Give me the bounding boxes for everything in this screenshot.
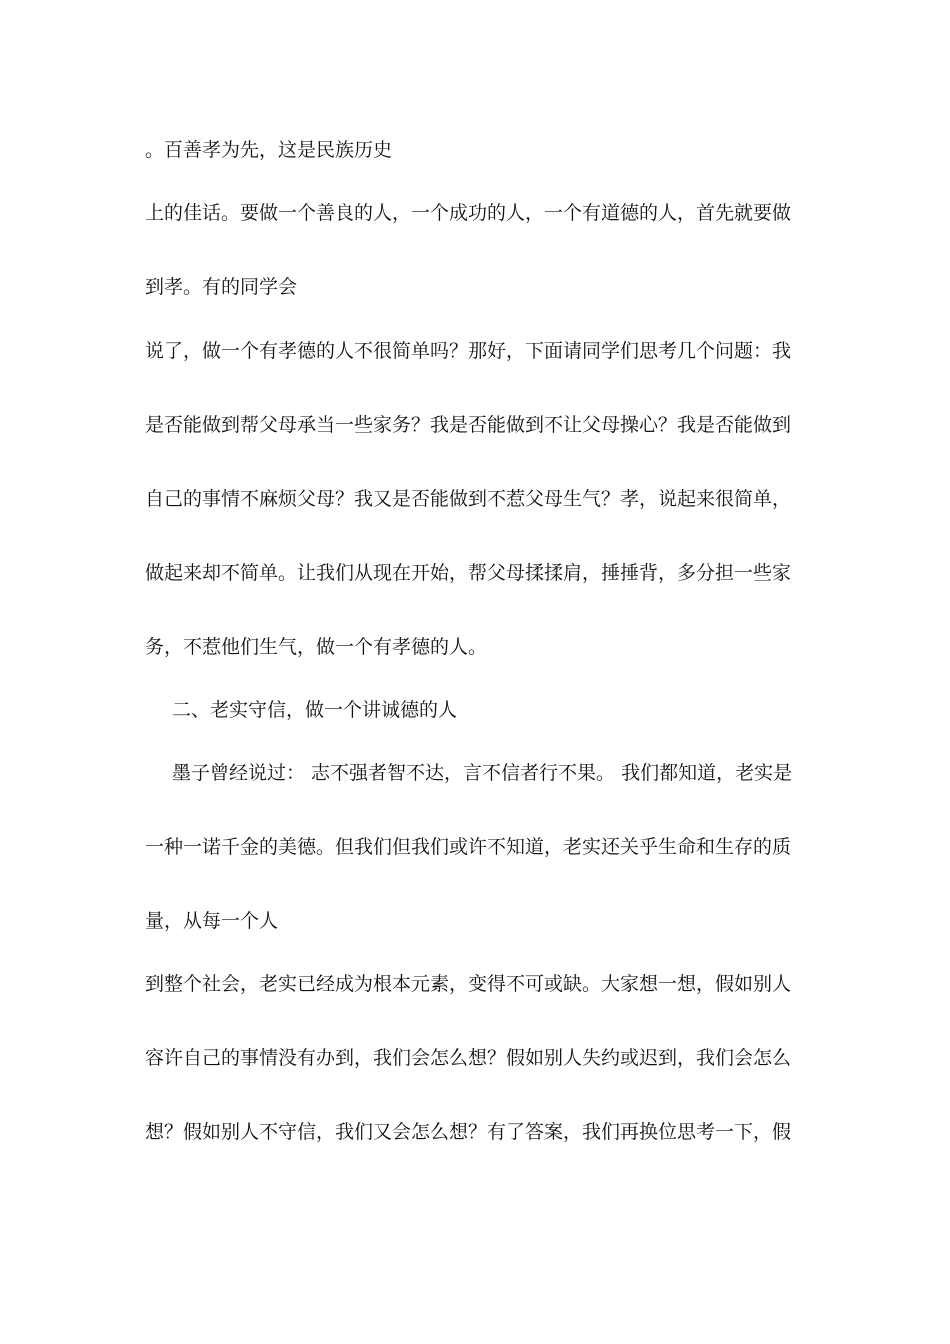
section-heading: 二、老实守信，做一个讲诚德的人 [172,699,458,721]
paragraph-line: 到整个社会，老实已经成为根本元素，变得不可或缺。大家想一想，假如别人 [145,973,792,995]
paragraph-line: 到孝。有的同学会 [145,276,298,298]
paragraph-line: 墨子曾经说过： 志不强者智不达，言不信者行不果。 我们都知道，老实是 [172,762,793,784]
paragraph-line: 一种一诺千金的美德。但我们但我们或许不知道，老实还关乎生命和生存的质 [145,836,792,858]
paragraph-line: 容许自己的事情没有办到，我们会怎么想？假如别人失约或迟到，我们会怎么 [145,1047,792,1069]
paragraph-line: 上的佳话。要做一个善良的人，一个成功的人，一个有道德的人，首先就要做 [145,202,792,224]
paragraph-line: 量，从每一个人 [145,910,279,932]
paragraph-line: 自己的事情不麻烦父母？我又是否能做到不惹父母生气？孝，说起来很简单， [145,488,792,510]
paragraph-line: 做起来却不简单。让我们从现在开始，帮父母揉揉肩，捶捶背，多分担一些家 [145,562,792,584]
paragraph-line: 说了，做一个有孝德的人不很简单吗？那好，下面请同学们思考几个问题：我 [145,340,792,362]
paragraph-line: 想？假如别人不守信，我们又会怎么想？有了答案，我们再换位思考一下，假 [145,1121,792,1143]
paragraph-line: 是否能做到帮父母承当一些家务？我是否能做到不让父母操心？我是否能做到 [145,414,792,436]
paragraph-line: 。百善孝为先，这是民族历史 [145,139,393,161]
paragraph-line: 务，不惹他们生气，做一个有孝德的人。 [145,636,488,658]
